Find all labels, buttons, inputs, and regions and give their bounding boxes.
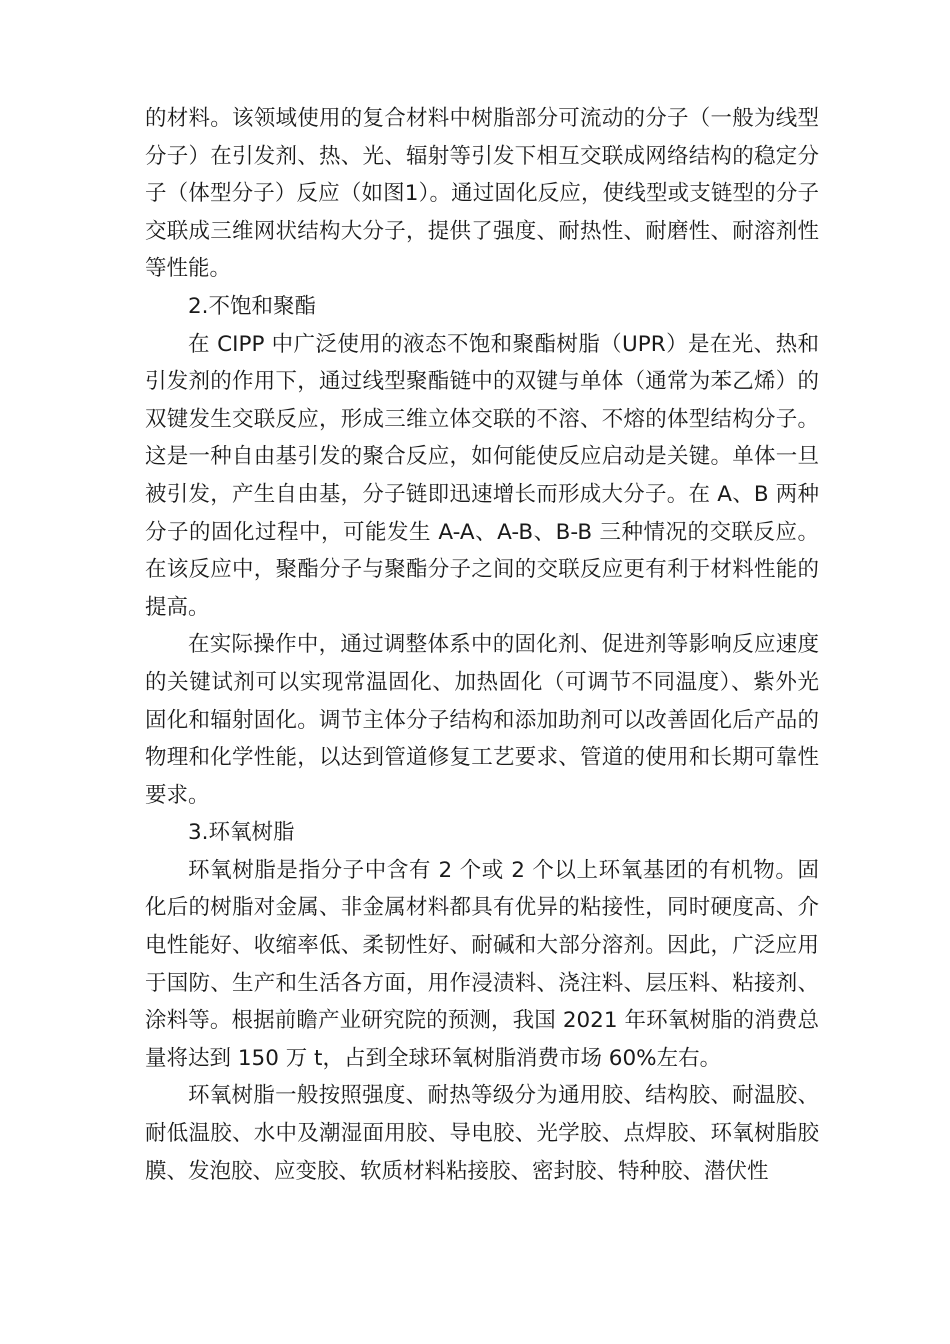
paragraph-upr-practice: 在实际操作中，通过调整体系中的固化剂、促进剂等影响反应速度的关键试剂可以实现常温固化、加热固化（可调节不同温度）、紫外光固化和辐射固化。调节主体分子结构和添加助剂可以改善固化后产品的物理和化学性能，以达到管道修复工艺要求、管道的使用和长期可靠性要求。 bbox=[145, 632, 819, 808]
paragraph-upr-reaction: 在 CIPP 中广泛使用的液态不饱和聚酯树脂（UPR）是在光、热和引发剂的作用下，通过线型聚酯链中的双键与单体（通常为苯乙烯）的双键发生交联反应，形成三维立体交联的不溶、不熔的体型结构分子。这是一种自由基引发的聚合反应，如何能使反应启动是关键。单体一旦被引发，产生自由基，分子链即迅速增长而形成大分子。在 A、B 两种分子的固化过程中，可能发生 A-A、A-B、B-B 三种情况的交联反应。在该反应中，聚酯分子与聚酯分子之间的交联反应更有利于材料性能的提高。 bbox=[145, 331, 819, 620]
paragraph-epoxy-definition: 环氧树脂是指分子中含有 2 个或 2 个以上环氧基团的有机物。固化后的树脂对金属、非金属材料都具有优异的粘接性，同时硬度高、介电性能好、收缩率低、柔韧性好、耐碱和大部分溶剂。因此，广泛应用于国防、生产和生活各方面，用作浸渍料、浇注料、层压料、粘接剂、涂料等。根据前瞻产业研究院的预测，我国 2021 年环氧树脂的消费总量将达到 150 万 t，占到全球环氧树脂消费市场 60%左右。 bbox=[145, 857, 819, 1071]
paragraph-epoxy-classification: 环氧树脂一般按照强度、耐热等级分为通用胶、结构胶、耐温胶、耐低温胶、水中及潮湿面用胶、导电胶、光学胶、点焊胶、环氧树脂胶膜、发泡胶、应变胶、软质材料粘接胶、密封胶、特种胶、潜伏性 bbox=[145, 1083, 819, 1184]
paragraph-curing-intro: 的材料。该领域使用的复合材料中树脂部分可流动的分子（一般为线型分子）在引发剂、热、光、辐射等引发下相互交联成网络结构的稳定分子（体型分子）反应（如图1）。通过固化反应，使线型或支链型的分子交联成三维网状结构大分子，提供了强度、耐热性、耐磨性、耐溶剂性等性能。 bbox=[145, 106, 819, 282]
document-body bbox=[145, 100, 819, 1190]
section-heading-epoxy-resin: 3.环氧树脂 bbox=[188, 820, 295, 846]
section-heading-unsaturated-polyester: 2.不饱和聚酯 bbox=[188, 293, 317, 319]
